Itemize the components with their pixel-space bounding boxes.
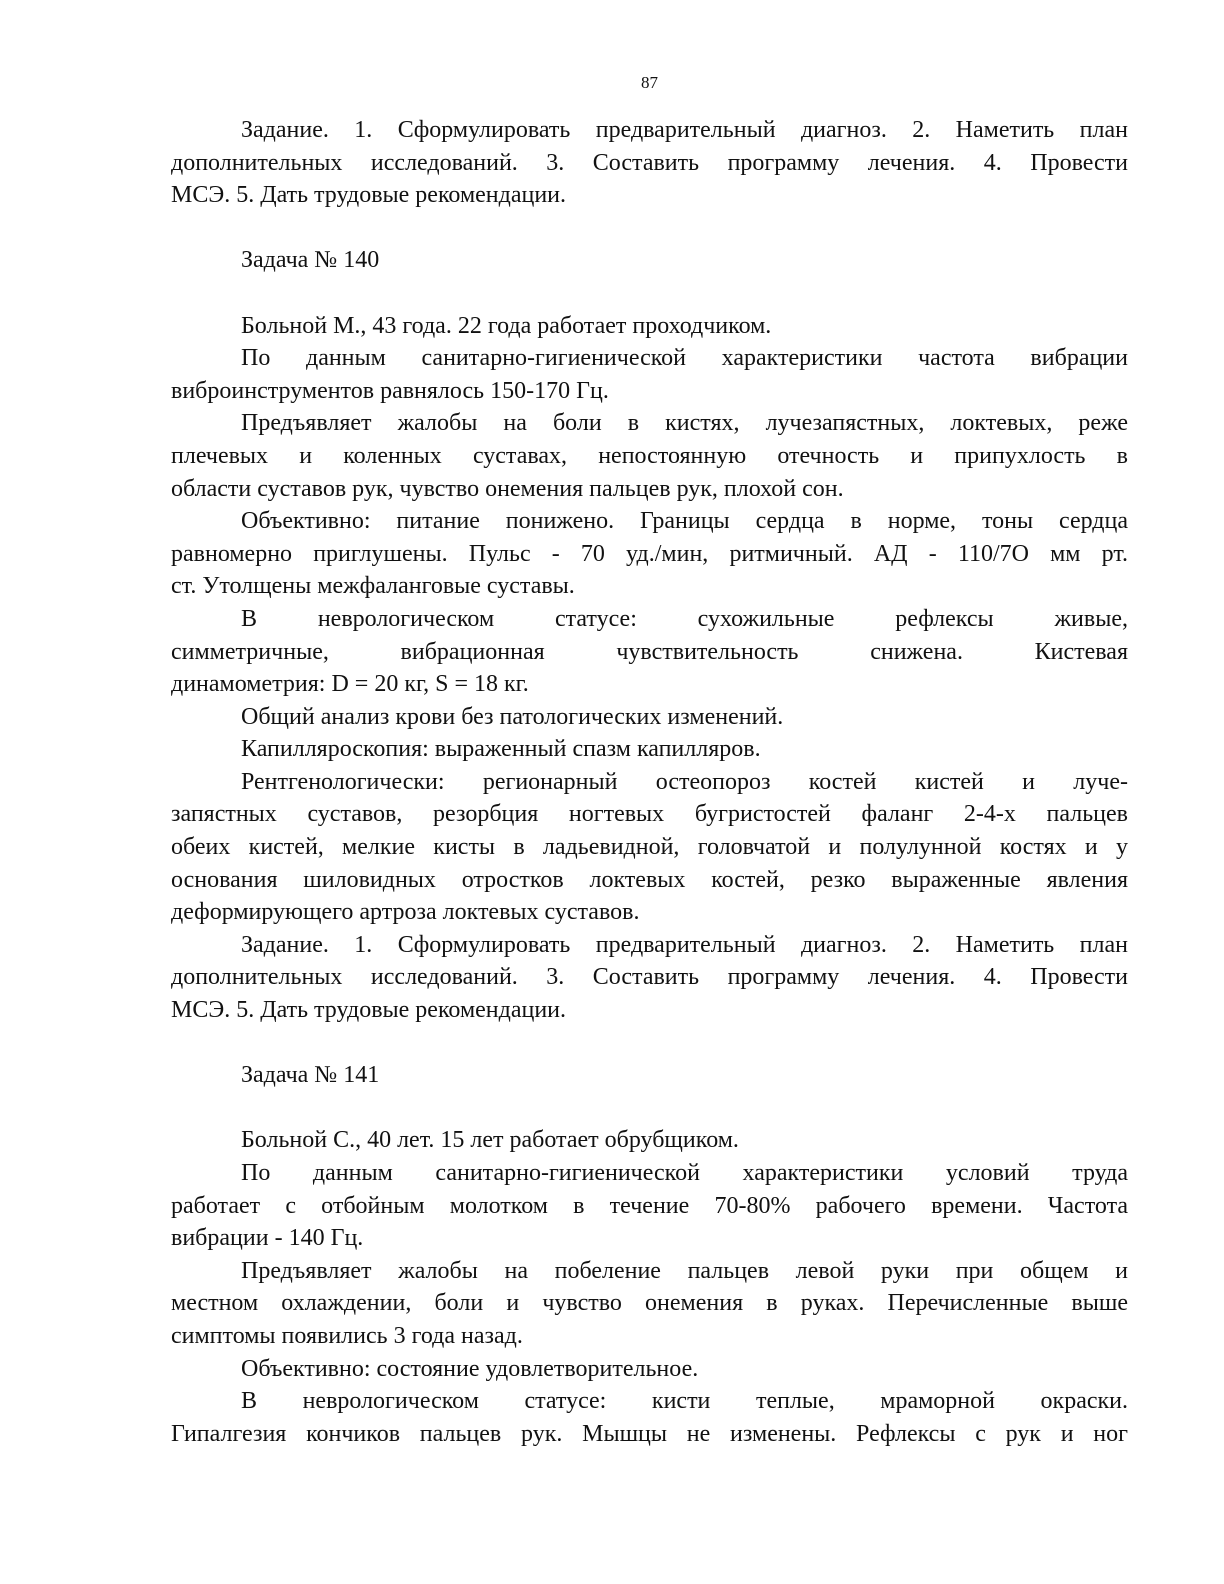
text-line: работает с отбойным молотком в течение 70-80% рабочего времени. Частота: [171, 1192, 1128, 1219]
task-paragraph: [171, 929, 1128, 1027]
patient-paragraph: [171, 310, 1128, 343]
text-line: плечевых и коленных суставах, непостоянную отечность и припухлость в: [171, 442, 1128, 469]
text-line: симптомы появились 3 года назад.: [171, 1322, 523, 1349]
text-line: По данным санитарно-гигиенической характеристики условий труда: [241, 1160, 1128, 1186]
page-number: 87: [641, 73, 658, 92]
text-line: Задание. 1. Сформулировать предварительный диагноз. 2. Наметить план: [241, 117, 1128, 143]
text-line: Больной М., 43 года. 22 года работает проходчиком.: [241, 312, 772, 339]
hygiene-paragraph: [171, 1157, 1128, 1255]
heading-text: Задача № 140: [241, 247, 380, 274]
problem-heading: [171, 244, 1128, 277]
objective-paragraph: [171, 1353, 1128, 1386]
text-line: МСЭ. 5. Дать трудовые рекомендации.: [171, 997, 567, 1024]
text-line: Больной С., 40 лет. 15 лет работает обрубщиком.: [241, 1127, 739, 1154]
text-line: В неврологическом статусе: кисти теплые, мраморной окраски.: [241, 1388, 1128, 1415]
problem-heading: [171, 1059, 1128, 1092]
text-line: По данным санитарно-гигиенической характеристики частота вибрации: [241, 345, 1128, 372]
text-line: деформирующего артроза локтевых суставов.: [171, 899, 640, 926]
text-line: Объективно: питание понижено. Границы сердца в норме, тоны сердца: [241, 508, 1128, 535]
hygiene-paragraph: [171, 342, 1128, 407]
neuro-paragraph: [171, 1385, 1128, 1450]
objective-paragraph: [171, 505, 1128, 603]
text-line: МСЭ. 5. Дать трудовые рекомендации.: [171, 182, 567, 209]
text-line: ст. Утолщены межфаланговые суставы.: [171, 573, 575, 600]
text-line: Предъявляет жалобы на побеление пальцев левой руки при общем и: [241, 1257, 1128, 1284]
text-line: Гипалгезия кончиков пальцев рук. Мышцы не изменены. Рефлексы с рук и ног: [171, 1420, 1128, 1447]
blood-paragraph: [171, 701, 1128, 734]
heading-text: Задача № 141: [241, 1062, 380, 1089]
text-line: Общий анализ крови без патологических изменений.: [241, 703, 784, 730]
capillaroscopy-paragraph: [171, 733, 1128, 766]
text-line: области суставов рук, чувство онемения пальцев рук, плохой сон.: [171, 475, 844, 502]
text-line: динамометрия: D = 20 кг, S = 18 кг.: [171, 671, 529, 698]
text-line: вибрации - 140 Гц.: [171, 1225, 364, 1252]
text-line: равномерно приглушены. Пульс - 70 уд./мин, ритмичный. АД - 110/7О мм рт.: [171, 540, 1128, 567]
task-paragraph: [171, 114, 1128, 212]
text-line: запястных суставов, резорбция ногтевых бугристостей фаланг 2-4-х пальцев: [171, 801, 1128, 828]
text-line: симметричные, вибрационная чувствительность снижена. Кистевая: [171, 638, 1128, 665]
text-line: Задание. 1. Сформулировать предварительный диагноз. 2. Наметить план: [241, 931, 1128, 958]
text-line: Капилляроскопия: выраженный спазм капилляров.: [241, 736, 761, 763]
text-line: дополнительных исследований. 3. Составить программу лечения. 4. Провести: [171, 964, 1128, 991]
xray-paragraph: [171, 766, 1128, 929]
text-line: обеих кистей, мелкие кисты в ладьевидной, головчатой и полулунной костях и у: [171, 834, 1128, 861]
text-line: местном охлаждении, боли и чувство онемения в руках. Перечисленные выше: [171, 1290, 1128, 1317]
neuro-paragraph: [171, 603, 1128, 701]
text-line: Предъявляет жалобы на боли в кистях, лучезапястных, локтевых, реже: [241, 410, 1128, 437]
document-body: [171, 114, 1128, 1450]
text-line: дополнительных исследований. 3. Составить программу лечения. 4. Провести: [171, 149, 1128, 176]
text-line: Объективно: состояние удовлетворительное.: [241, 1355, 699, 1382]
patient-paragraph: [171, 1124, 1128, 1157]
complaints-paragraph: [171, 407, 1128, 505]
text-line: Рентгенологически: регионарный остеопороз костей кистей и луче-: [241, 768, 1128, 795]
complaints-paragraph: [171, 1255, 1128, 1353]
text-line: В неврологическом статусе: сухожильные рефлексы живые,: [241, 605, 1128, 632]
text-line: основания шиловидных отростков локтевых костей, резко выраженные явления: [171, 866, 1128, 893]
text-line: виброинструментов равнялось 150-170 Гц.: [171, 377, 609, 404]
